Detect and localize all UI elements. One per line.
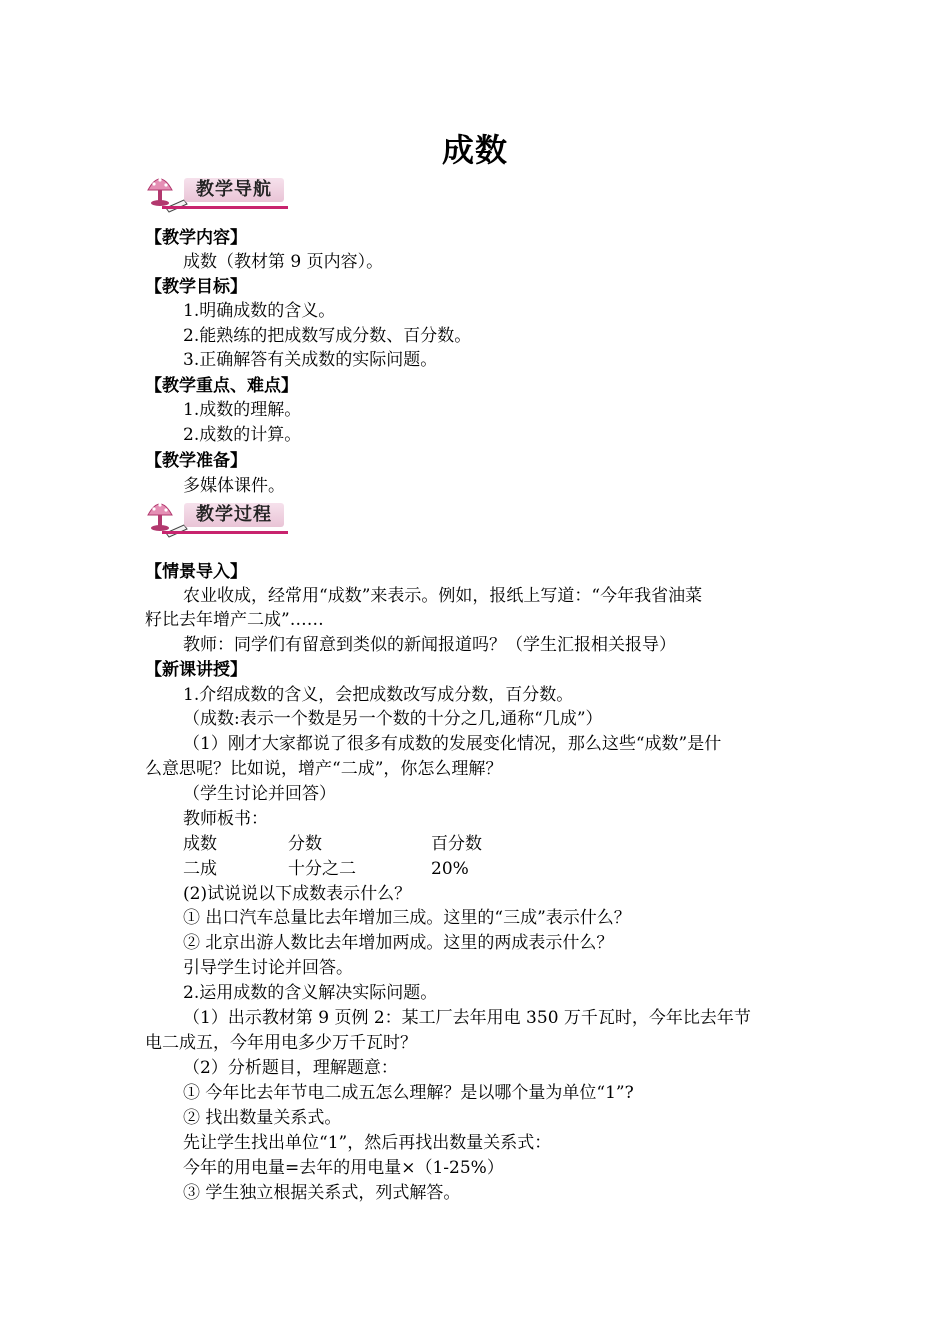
text-line: 2.成数的计算。 — [183, 425, 302, 445]
banner-label: 教学过程 — [184, 503, 284, 527]
section-heading: 【教学重点、难点】 — [145, 376, 298, 396]
text-line: 籽比去年增产二成”…… — [145, 610, 324, 630]
text-line: (2)试说说以下成数表示什么？ — [183, 884, 412, 904]
section-heading: 【教学内容】 — [145, 228, 247, 248]
text-line: ① 出口汽车总量比去年增加三成。这里的“三成”表示什么？ — [183, 908, 631, 928]
text-line: （1）出示教材第 9 页例 2：某工厂去年用电 350 万千瓦时，今年比去年节 — [183, 1008, 751, 1028]
section-heading: 【新课讲授】 — [145, 660, 247, 680]
page-title: 成数 — [441, 131, 508, 169]
text-line: 多媒体课件。 — [183, 476, 285, 496]
table-cell: 十分之二 — [288, 859, 356, 879]
text-line: （1）刚才大家都说了很多有成数的发展变化情况，那么这些“成数”是什 — [183, 734, 722, 754]
text-line: （学生讨论并回答） — [183, 784, 336, 804]
table-cell: 20% — [431, 859, 469, 879]
text-line: ② 北京出游人数比去年增加两成。这里的两成表示什么？ — [183, 933, 614, 953]
text-line: 1.介绍成数的含义，会把成数改写成分数，百分数。 — [183, 685, 574, 705]
table-cell: 二成 — [183, 859, 217, 879]
text-line: 1.明确成数的含义。 — [183, 301, 336, 321]
banner-teaching-nav — [140, 170, 290, 214]
text-line: 先让学生找出单位“1”，然后再找出数量关系式： — [183, 1133, 552, 1153]
section-heading: 【教学目标】 — [145, 277, 247, 297]
board-table-header — [183, 832, 815, 857]
section-heading: 【教学准备】 — [145, 451, 247, 471]
text-line: 今年的用电量=去年的用电量×（1-25%） — [183, 1158, 504, 1178]
text-line: 教师板书： — [183, 809, 268, 829]
text-line: 2.能熟练的把成数写成分数、百分数。 — [183, 326, 472, 346]
text-line: 1.成数的理解。 — [183, 400, 302, 420]
banner-underline — [162, 531, 288, 534]
text-line: 么意思呢？比如说，增产“二成”，你怎么理解？ — [145, 759, 503, 779]
text-line: 农业收成，经常用“成数”来表示。例如，报纸上写道：“今年我省油菜 — [183, 586, 703, 606]
banner-underline — [162, 206, 288, 209]
banner-label: 教学导航 — [184, 178, 284, 202]
text-line: ③ 学生独立根据关系式，列式解答。 — [183, 1183, 461, 1203]
text-line: ② 找出数量关系式。 — [183, 1108, 342, 1128]
text-line: （成数:表示一个数是另一个数的十分之几,通称“几成”） — [183, 709, 603, 729]
table-header-cell: 成数 — [183, 834, 217, 854]
text-line: （2）分析题目，理解题意： — [183, 1058, 398, 1078]
table-header-cell: 分数 — [288, 834, 322, 854]
banner-teaching-process — [140, 495, 290, 539]
text-line: 引导学生讨论并回答。 — [183, 958, 353, 978]
text-line: 电二成五，今年用电多少万千瓦时？ — [145, 1033, 417, 1053]
text-line: ① 今年比去年节电二成五怎么理解？是以哪个量为单位“1”? — [183, 1083, 634, 1103]
section-heading: 【情景导入】 — [145, 562, 247, 582]
text-line: 3.正确解答有关成数的实际问题。 — [183, 350, 438, 370]
text-line: 2.运用成数的含义解决实际问题。 — [183, 983, 438, 1003]
table-header-cell: 百分数 — [431, 834, 482, 854]
text-line: 教师：同学们有留意到类似的新闻报道吗？（学生汇报相关报导） — [183, 635, 676, 655]
text-line: 成数（教材第 9 页内容）。 — [183, 252, 384, 272]
board-table-row — [183, 857, 815, 882]
